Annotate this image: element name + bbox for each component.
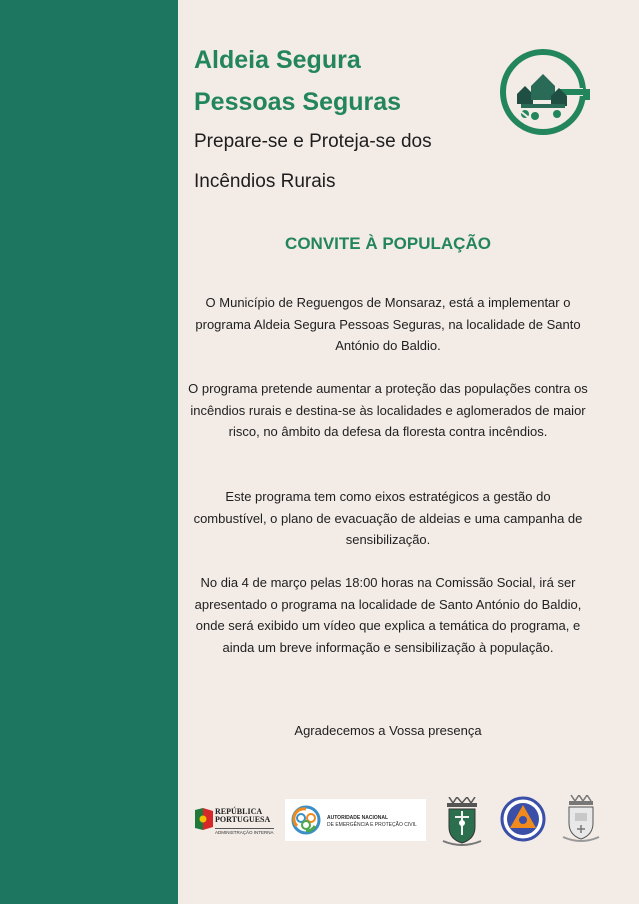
paragraph-intro: O Município de Reguengos de Monsaraz, está a implementar o programa Aldeia Segura Pessoas Seguras, na localidade de Santo António do Baldio. — [195, 295, 581, 353]
village-house-icon — [499, 48, 591, 140]
civil-protection-icon — [500, 796, 546, 842]
subtitle-line-1: Prepare-se e Proteja-se dos — [194, 131, 432, 152]
republica-line-1: REPÚBLICA — [215, 807, 263, 816]
thanks-text: Agradecemos a Vossa presença — [294, 723, 482, 738]
anepc-line-1: AUTORIDADE NACIONAL — [327, 815, 389, 821]
anepc-emblem-icon — [289, 804, 323, 836]
paragraph-purpose: O programa pretende aumentar a proteção das populações contra os incêndios rurais e destina-se às localidades e aglomerados de maior risco, no âmbito da defesa da floresta contra incêndios. — [188, 381, 588, 439]
anepc-logo — [285, 799, 426, 841]
portuguese-flag-icon — [195, 808, 213, 830]
paragraph-event: No dia 4 de março pelas 18:00 horas na Comissão Social, irá ser apresentado o programa na localidade de Santo António do Baldio, onde será exibido um vídeo que explica a temática do programa, e ainda um breve informação e sensibilização à população. — [194, 575, 582, 655]
municipal-crest-icon — [441, 797, 483, 847]
title-line-1: Aldeia Segura — [194, 46, 361, 74]
subtitle-line-2: Incêndios Rurais — [194, 171, 336, 192]
paragraph-axes: Este programa tem como eixos estratégicos a gestão do combustível, o plano de evacuação de aldeias e uma campanha de sensibilização. — [193, 489, 583, 547]
republica-line-2: PORTUGUESA — [215, 815, 271, 824]
invitation-heading: CONVITE À POPULAÇÃO — [285, 234, 491, 253]
parish-crest-icon — [561, 795, 601, 843]
anepc-line-2: DE EMERGÊNCIA E PROTEÇÃO CIVIL — [327, 822, 417, 828]
title-line-2: Pessoas Seguras — [194, 88, 402, 116]
republica-subtitle: ADMINISTRAÇÃO INTERNA — [215, 830, 274, 835]
republica-portuguesa-logo — [195, 804, 277, 838]
green-sidebar — [0, 0, 178, 904]
